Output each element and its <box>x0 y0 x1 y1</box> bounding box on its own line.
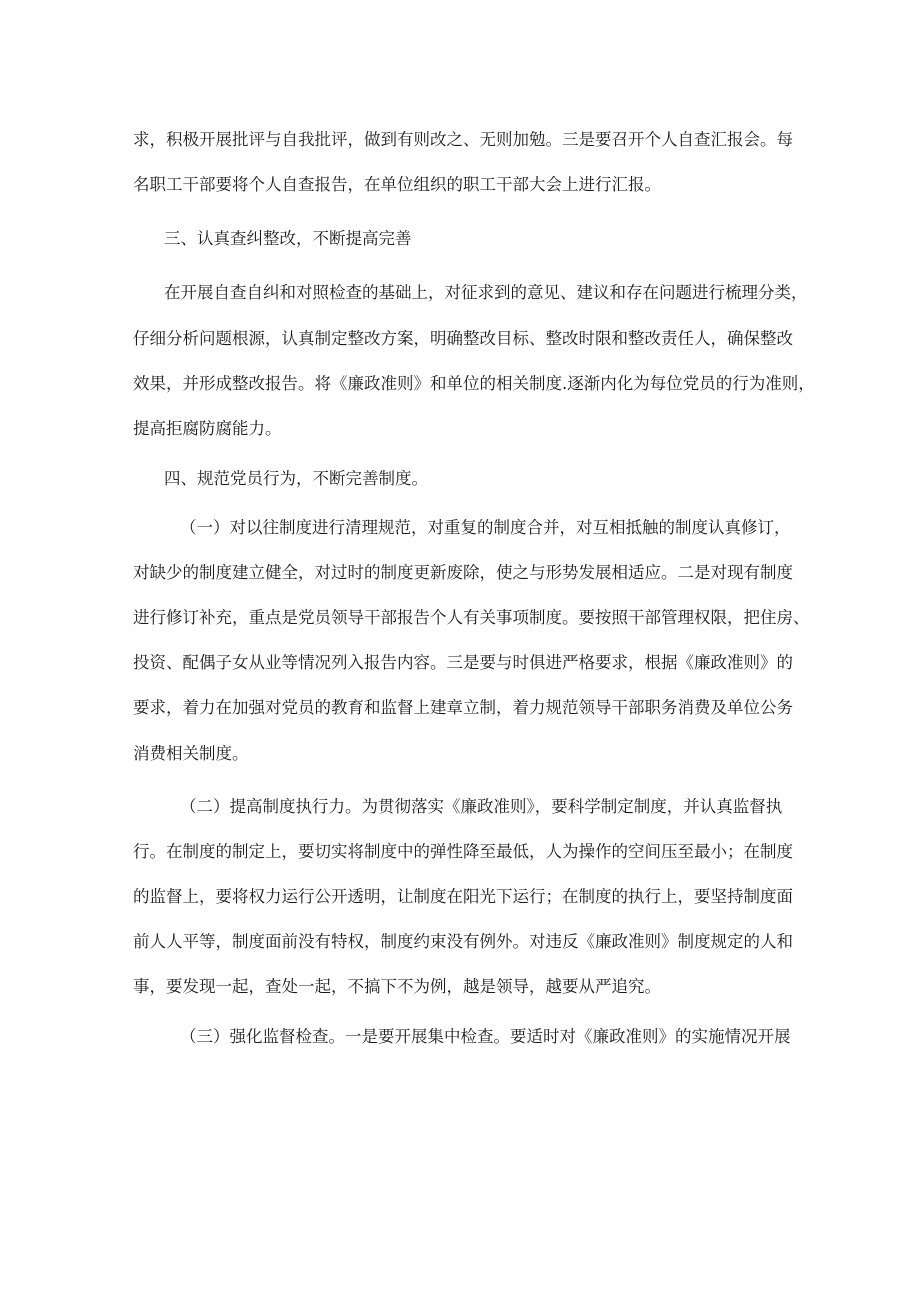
text-line: 的监督上，要将权力运行公开透明，让制度在阳光下运行；在制度的执行上，要坚持制度面 <box>133 887 793 906</box>
text-line: 求，积极开展批评与自我批评，做到有则改之、无则加勉。三是要召开个人自查汇报会。每 <box>133 130 793 149</box>
text-line: （二）提高制度执行力。为贯彻落实《廉政准则》，要科学制定制度，并认真监督执 <box>180 797 783 816</box>
text-line: 事，要发现一起，查处一起，不搞下不为例，越是领导，越要从严追究。 <box>133 977 661 996</box>
text-line: 投资、配偶子女从业等情况列入报告内容。三是要与时俱进严格要求，根据《廉政准则》的 <box>133 653 793 672</box>
text-line: 仔细分析问题根源，认真制定整改方案，明确整改目标、整改时限和整改责任人，确保整改 <box>133 329 793 348</box>
text-line: 前人人平等，制度面前没有特权，制度约束没有例外。对违反《廉政准则》制度规定的人和 <box>133 932 793 951</box>
text-line: 在开展自查自纠和对照检查的基础上，对征求到的意见、建议和存在问题进行梳理分类， <box>164 283 808 302</box>
text-line: 行。在制度的制定上，要切实将制度中的弹性降至最低，人为操作的空间压至最小；在制度 <box>133 842 793 861</box>
text-line: 消费相关制度。 <box>133 744 249 763</box>
text-line: （一）对以往制度进行清理规范，对重复的制度合并，对互相抵触的制度认真修订， <box>180 518 791 537</box>
text-line: （三）强化监督检查。一是要开展集中检查。要适时对《廉政准则》的实施情况开展 <box>180 1027 791 1046</box>
section-heading: 三、认真查纠整改，不断提高完善 <box>164 229 412 248</box>
text-line: 提高拒腐防腐能力。 <box>133 419 282 438</box>
text-line: 进行修订补充，重点是党员领导干部报告个人有关事项制度。要按照干部管理权限，把住房、 <box>133 608 810 627</box>
text-line: 效果，并形成整改报告。将《廉政准则》和单位的相关制度.逐渐内化为每位党员的行为准则， <box>133 374 815 393</box>
section-heading: 四、规范党员行为，不断完善制度。 <box>164 469 428 488</box>
text-line: 对缺少的制度建立健全，对过时的制度更新废除，使之与形势发展相适应。二是对现有制度 <box>133 563 793 582</box>
text-line: 名职工干部要将个人自查报告，在单位组织的职工干部大会上进行汇报。 <box>133 175 661 194</box>
text-line: 要求，着力在加强对党员的教育和监督上建章立制，着力规范领导干部职务消费及单位公务 <box>133 698 793 717</box>
